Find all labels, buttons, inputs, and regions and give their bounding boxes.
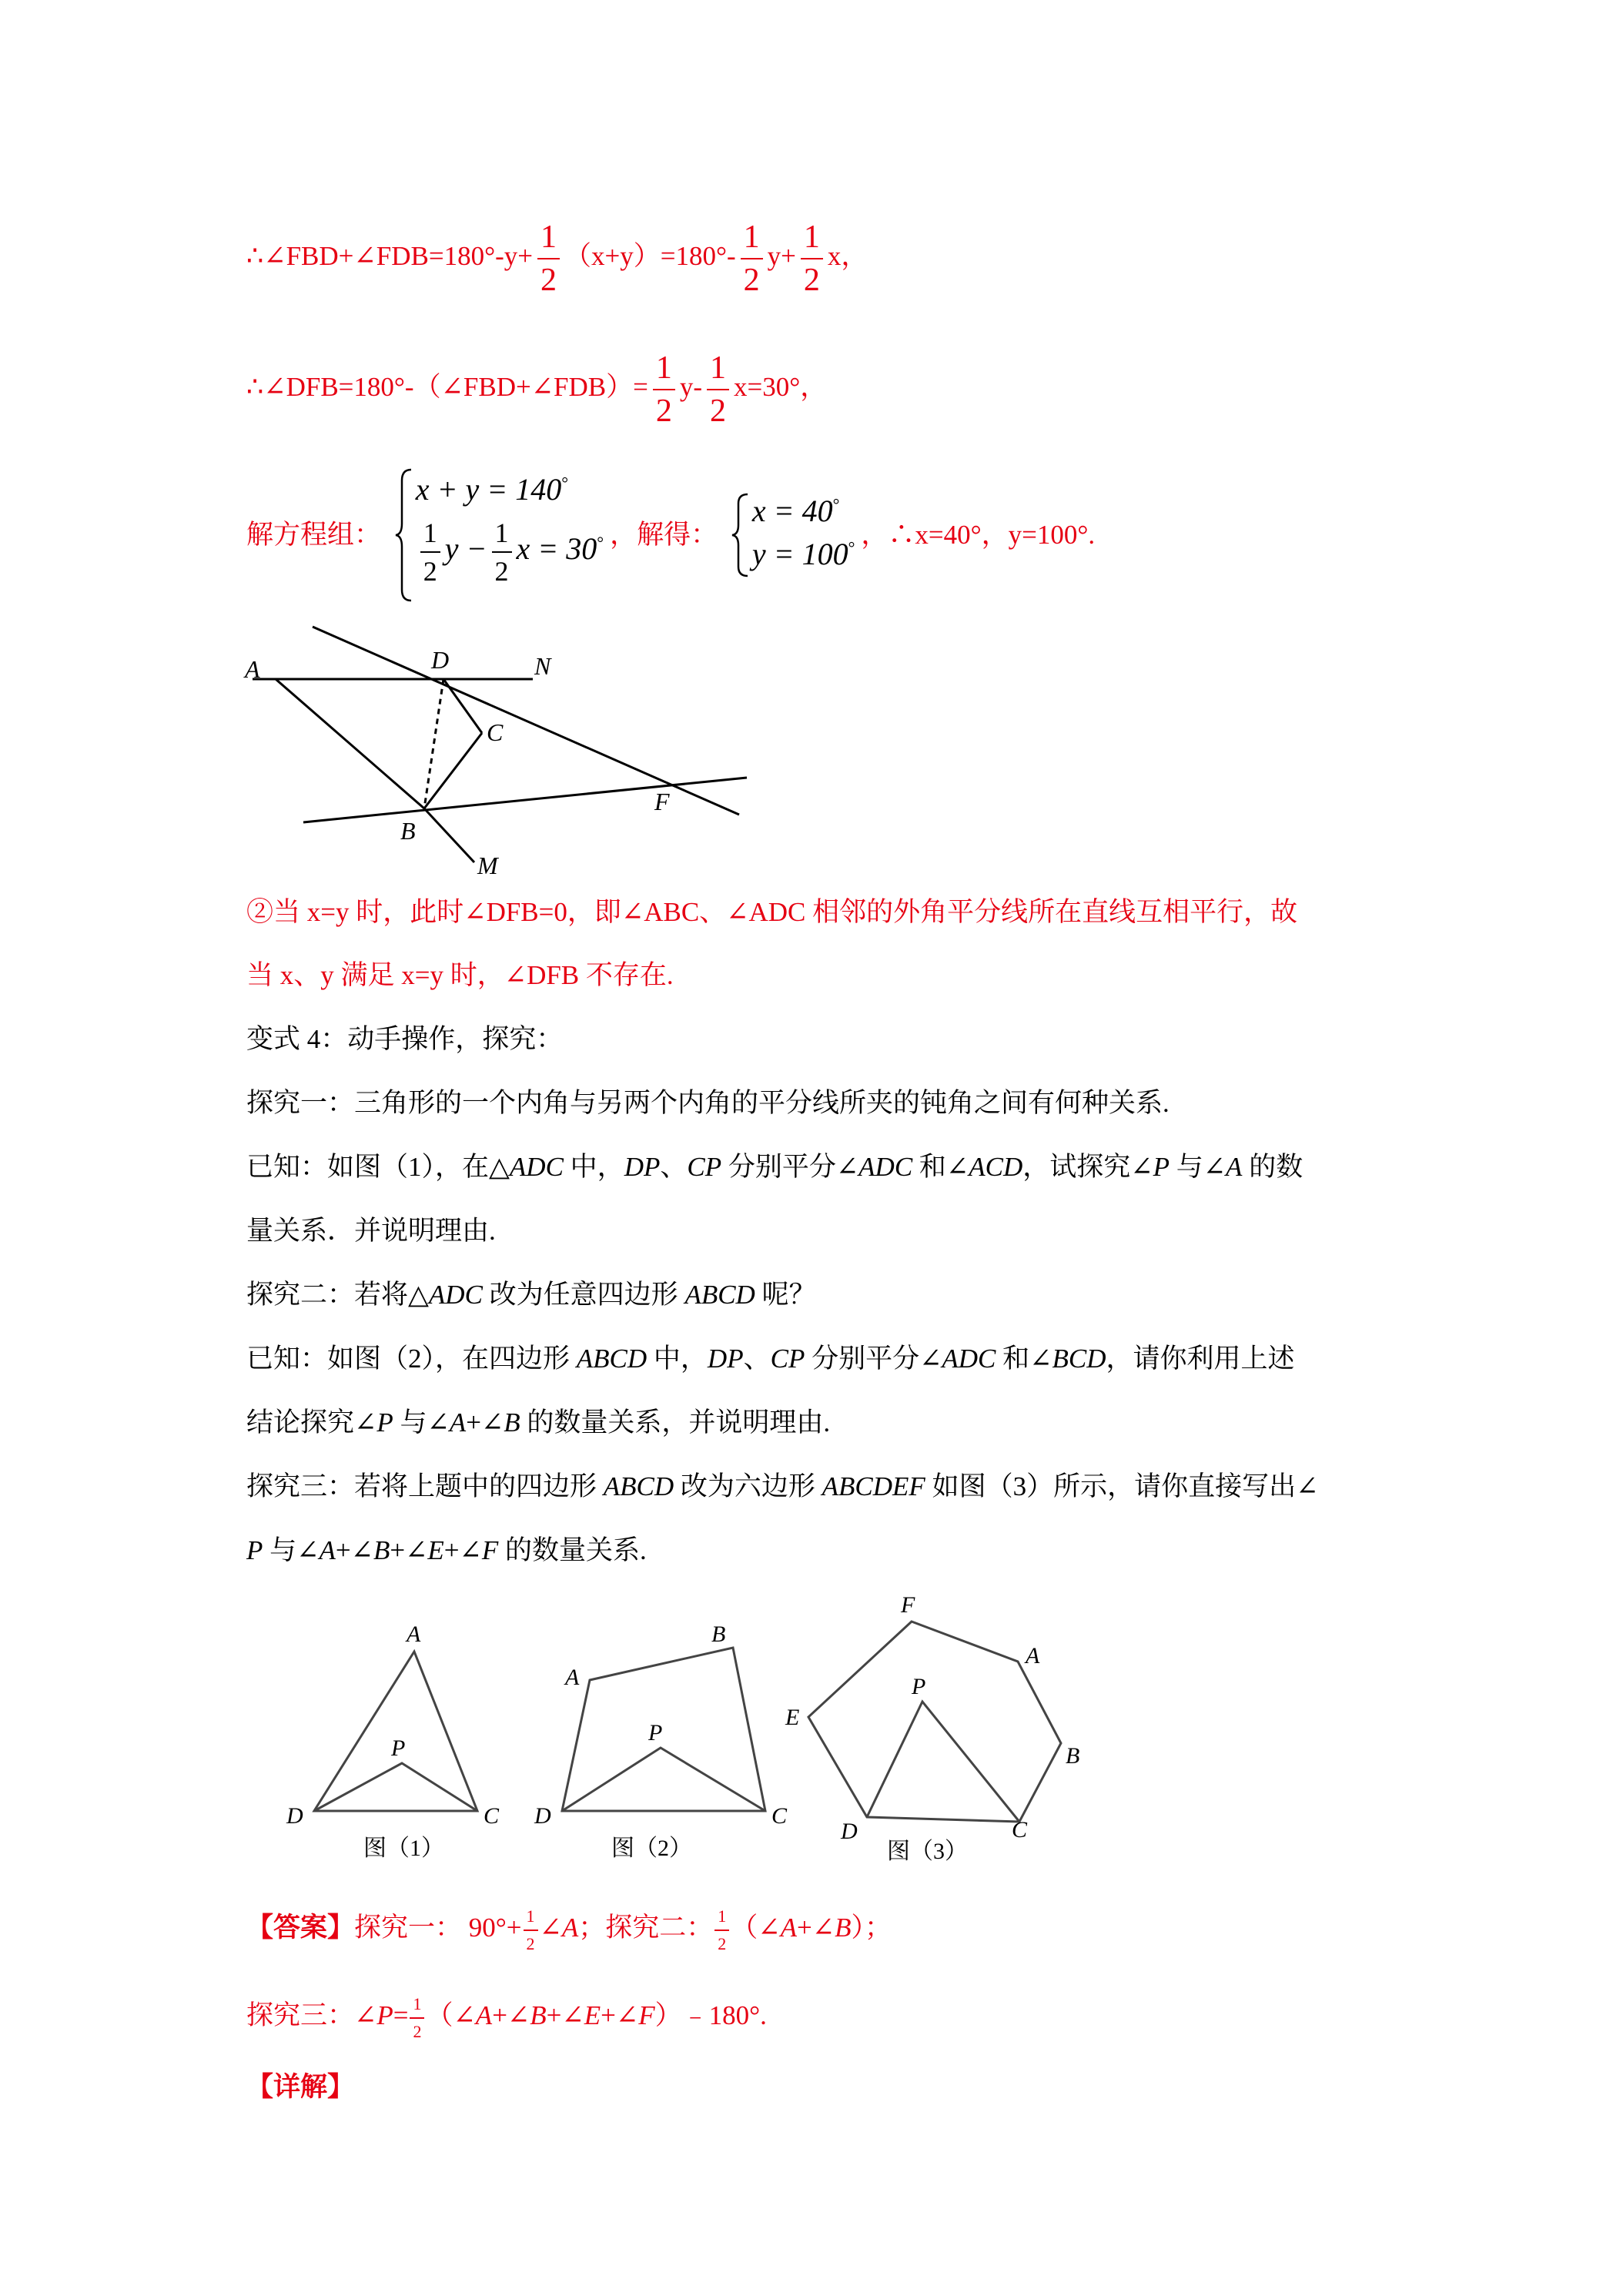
fig3-label-F: F [901, 1594, 915, 1618]
answer-line-2: 探究三：∠P= $\frac{1}{2}$ （∠A+∠B+∠E+∠F）﹣180°. [246, 1994, 767, 2041]
solution-row-2: y = 100° [751, 537, 855, 571]
fraction-half: $\frac{1}{2}$ [537, 219, 560, 298]
fraction-half: $\frac{1}{2}$ [801, 219, 823, 298]
fig2-label-B: B [711, 1622, 726, 1647]
left-brace-icon [394, 468, 414, 602]
equation-system-line: 解方程组： x + y = 140° $\frac{1}{2}$ y − $\frac{1}{2}$ x = 30° ，解得： x = 40° y = 100° ，∴x=40°，y=100°. [246, 468, 1095, 607]
label-N: N [534, 652, 551, 680]
fraction-half: $\frac{1}{2}$ [741, 219, 763, 298]
solution-system [731, 493, 855, 577]
fig3-label-E: E [785, 1705, 800, 1730]
fig2-caption: 图（2） [611, 1836, 692, 1861]
explore-one: 探究一：三角形的一个内角与另两个内角的平分线所夹的钝角之间有何种关系. [246, 1088, 1170, 1118]
solution-line-1: ∴∠FBD+∠FDB=180°-y+ $\frac{1}{2}$ （x+y）=180°- $\frac{1}{2}$ y+ $\frac{1}{2}$ x， [246, 219, 868, 298]
label-B: B [400, 817, 416, 845]
figure-1 [286, 1622, 500, 1861]
figure-3 [785, 1594, 1079, 1864]
fig3-label-B: B [1066, 1743, 1080, 1769]
fig3-caption: 图（3） [887, 1839, 968, 1864]
solution-line-2: ∴∠DFB=180°-（∠FBD+∠FDB）= $\frac{1}{2}$ y- $\frac{1}{2}$ x=30°， [246, 350, 828, 429]
case-two-line-1: ②当 x=y 时，此时∠DFB=0，即∠ABC、∠ADC 相邻的外角平分线所在直线互相平行，故 [246, 897, 1298, 927]
explore-two: 探究二：若将△ADC 改为任意四边形 ABCD 呢？ [246, 1280, 816, 1310]
geometry-figure-lines [239, 616, 778, 878]
fig3-label-A: A [1026, 1643, 1040, 1668]
fig1-label-C: C [484, 1803, 500, 1829]
fig1-label-P: P [391, 1735, 406, 1761]
explore-three-line-2: P 与∠A+∠B+∠E+∠F 的数量关系. [246, 1535, 647, 1565]
label-D: D [431, 646, 450, 674]
known-two-line-2: 结论探究∠P 与∠A+∠B 的数量关系，并说明理由. [246, 1407, 831, 1438]
equation-system [394, 468, 604, 602]
fraction-half: $\frac{1}{2}$ [653, 350, 675, 429]
known-one-line-2: 量关系．并说明理由. [246, 1216, 496, 1246]
variant-heading: 变式 4：动手操作，探究： [246, 1024, 564, 1054]
case-two-line-2: 当 x、y 满足 x=y 时，∠DFB 不存在. [246, 960, 674, 990]
fig3-label-P: P [912, 1674, 926, 1699]
equation-row-1: x + y = 140° [415, 472, 569, 507]
explore-three-line-1: 探究三：若将上题中的四边形 ABCD 改为六边形 ABCDEF 如图（3）所示，请你直接写出∠ [246, 1471, 1319, 1501]
detail-heading: 【详解】 [246, 2072, 355, 2102]
equation-row-2: $\frac{1}{2}$ y − $\frac{1}{2}$ x = 30° [416, 517, 604, 587]
fig3-label-D: D [841, 1819, 858, 1844]
fig2-label-P: P [648, 1720, 663, 1745]
fig3-label-C: C [1012, 1817, 1028, 1842]
fig2-label-A: A [565, 1665, 580, 1690]
figure-2 [534, 1622, 788, 1861]
answer-line-1: 【答案】探究一： 90°+ $\frac{1}{2}$ ∠A；探究二： $\frac{1}{2}$ （∠A+∠B）； [246, 1906, 892, 1953]
label-M: M [477, 852, 498, 878]
label-A: A [245, 655, 260, 683]
fraction-half: $\frac{1}{2}$ [707, 350, 729, 429]
label-C: C [487, 718, 504, 746]
fig1-label-D: D [286, 1803, 303, 1829]
solution-row-1: x = 40° [751, 494, 840, 528]
fig2-label-C: C [771, 1803, 788, 1829]
figures-panel [279, 1594, 1087, 1871]
fig1-label-A: A [407, 1622, 421, 1647]
fig1-caption: 图（1） [363, 1836, 444, 1861]
known-one-line-1: 已知：如图（1），在△ADC 中，DP、CP 分别平分∠ADC 和∠ACD，试探究∠P 与∠A 的数 [246, 1152, 1303, 1182]
left-brace-icon [731, 493, 751, 577]
label-F: F [654, 788, 670, 815]
known-two-line-1: 已知：如图（2），在四边形 ABCD 中，DP、CP 分别平分∠ADC 和∠BCD，请你利用上述 [246, 1344, 1295, 1374]
fig2-label-D: D [534, 1803, 551, 1829]
